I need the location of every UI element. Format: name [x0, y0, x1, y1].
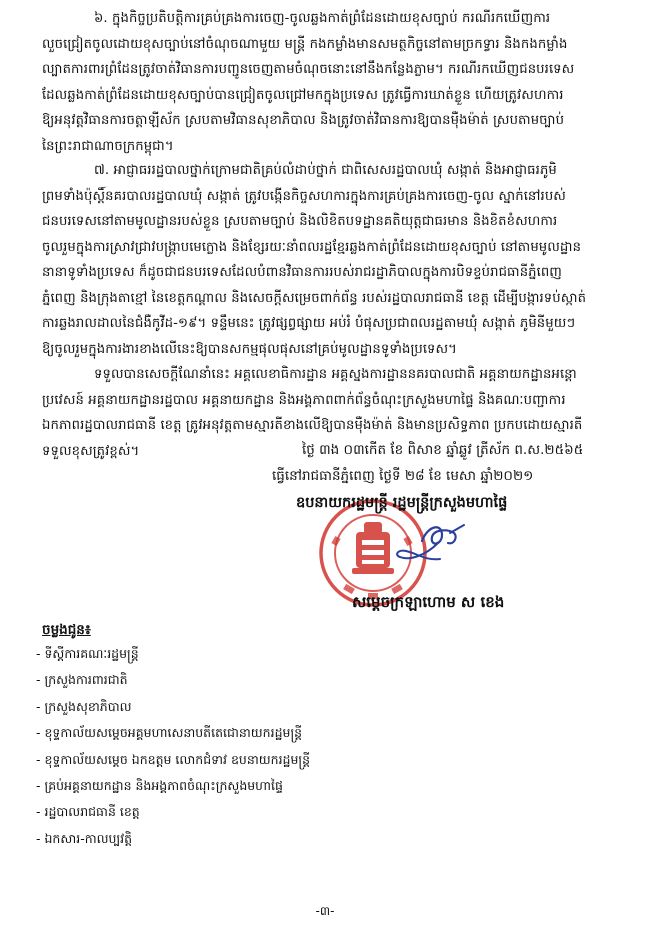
paragraph-line: លួចជ្រៀតចូលដោយខុសច្បាប់នៅចំណុចណាមួយ មន្ត្រី កងកម្លាំងមានសមត្ថកិច្ចនៅតាមច្រកទ្វារ និងកងកម្លាំង [42, 36, 568, 52]
paragraph-line: ឱ្យចូលរួមក្នុងការងារខាងលើនេះឱ្យបានសកម្មផុលផុសនៅគ្រប់មូលដ្ឋានទូទាំងប្រទេស។ [42, 341, 457, 357]
page-number: -៣- [315, 904, 335, 918]
handwritten-signature [330, 511, 480, 571]
cc-list [36, 641, 310, 852]
list-item: - ក្រសួងសុខាភិបាល [36, 694, 310, 720]
paragraph-line: នៃព្រះរាជាណាចក្រកម្ពុជា។ [42, 138, 174, 154]
paragraph-line: ៦. ក្នុងកិច្ចប្រតិបត្តិការគ្រប់គ្រងការចេញ-ចូលឆ្លងកាត់ព្រំដែនដោយខុសច្បាប់ ករណីរកឃើញការ [94, 11, 551, 26]
paragraph-line: ព្រមទាំងប៉ុស្តិ៍នគរបាលរដ្ឋបាលឃុំ សង្កាត់ ត្រូវបង្កើនកិច្ចសហការក្នុងការគ្រប់គ្រងការចេញ-ចូល ស្នាក់នៅរបស់ [42, 188, 566, 204]
paragraph-6 [42, 6, 614, 159]
paragraph-line: ចូលរួមក្នុងការស្រាវជ្រាវបង្ក្រាបមេក្លោង និងខ្សែរយៈនាំពលរដ្ឋខ្មែរឆ្លងកាត់ព្រំដែនដោយខុសច្បាប់ នៅតាមមូលដ្ឋាន [42, 239, 582, 255]
cc-title: ចម្លងជូន៖ [42, 622, 91, 638]
paragraph-7 [42, 158, 614, 362]
paragraph-line: នានាទូទាំងប្រទេស ក៏ដូចជាជនបរទេសដែលបំពានវិធានការរបស់រាជរដ្ឋាភិបាលក្នុងការបិទខ្ទប់រាជធានីភ្នំពេញ [42, 265, 562, 280]
paragraph-line: ទទួលខុសត្រូវខ្ពស់។ [42, 443, 140, 459]
list-item: - ទីស្តីការគណៈរដ្ឋមន្ត្រី [36, 641, 310, 667]
list-item: - ខុទ្ទកាល័យសម្តេចអគ្គមហាសេនាបតីតេជោនាយករដ្ឋមន្ត្រី [36, 720, 310, 746]
paragraph-line: ឯកភាពរដ្ឋបាលរាជធានី ខេត្ត ត្រូវអនុវត្តតាមស្មារតីខាងលើឱ្យបានម៉ឺងម៉ាត់ និងមានប្រសិទ្ធភាព ប្រកបដោយស្មារតី [42, 418, 583, 433]
list-item: - ឯកសារ-កាលប្បវត្តិ [36, 826, 310, 852]
paragraph-line: ឱ្យអនុវត្តវិធានការចត្តាឡីស័ក ស្របតាមវិធានសុខាភិបាល និងត្រូវចាត់វិធានការឱ្យបានម៉ឺងម៉ាត់ ស្របតាមច្បាប់ [42, 113, 565, 128]
signer-name: សម្តេចក្រឡាហោម ស ខេង [352, 593, 505, 611]
paragraph-line: ការឆ្លងរាលដាលនៃជំងឺកូវីដ-១៩។ ទន្ទឹមនេះ ត្រូវផ្សព្វផ្សាយ អប់រំ បំផុសប្រជាពលរដ្ឋតាមឃុំ សង្កាត់ ភូមិនីមួយៗ [42, 316, 576, 331]
lunar-date: ថ្ងៃ ៣ង ០៣កើត ខែ ពិសាខ ឆ្នាំឆ្លូវ ត្រីស័ក ព.ស.២៥៦៥ [302, 442, 584, 458]
paragraph-line: ប្រវេសន៍ អគ្គនាយកដ្ឋានរដ្ឋបាល អគ្គនាយកដ្ឋាន និងអង្គភាពពាក់ព័ន្ធចំណុះក្រសួងមហាផ្ទៃ និងគណៈបញ្ជាការ [42, 392, 566, 408]
list-item: - រដ្ឋបាលរាជធានី ខេត្ត [36, 799, 310, 825]
date-line: ធ្វើនៅរាជធានីភ្នំពេញ ថ្ងៃទី ២៨ ខែ មេសា ឆ្នាំ២០២១ [272, 468, 534, 484]
paragraph-line: ល្បាតការពារព្រំដែនត្រូវចាត់វិធានការបញ្ជូនចេញតាមចំណុចនោះនៅនឹងកន្លែងភ្លាម។ ករណីរកឃើញជនបរទេស [42, 62, 575, 77]
paragraph-line: ៧. អាជ្ញាធររដ្ឋបាលថ្នាក់ក្រោមជាតិគ្រប់លំដាប់ថ្នាក់ ជាពិសេសរដ្ឋបាលឃុំ សង្កាត់ និងអាជ្ញាធរភូមិ [94, 163, 557, 178]
paragraph-line: ភ្នំពេញ និងក្រុងតាខ្មៅ នៃខេត្តកណ្តាល និងសេចក្តីសម្រេចពាក់ព័ន្ធ របស់រដ្ឋបាលរាជធានី ខេត្ត ដើម្បីបង្ការទប់ស្កាត់ [42, 290, 587, 306]
list-item: - ក្រសួងការពារជាតិ [36, 667, 310, 693]
paragraph-line: ជនបរទេសនៅតាមមូលដ្ឋានរបស់ខ្លួន ស្របតាមច្បាប់ និងលិខិតបទដ្ឋានគតិយុត្តជាធរមាន និងខិតខំសហការ [42, 214, 558, 229]
paragraph-line: ដែលឆ្លងកាត់ព្រំដែនដោយខុសច្បាប់បានជ្រៀតចូលជ្រៅមកក្នុងប្រទេស ត្រូវធ្វើការឃាត់ខ្លួន ហើយត្រូវសហការ [42, 87, 564, 103]
list-item: - ខុទ្ទកាល័យសម្តេច ឯកឧត្តម លោកជំទាវ ឧបនាយករដ្ឋមន្ត្រី [36, 747, 310, 773]
list-item: - គ្រប់អគ្គនាយកដ្ឋាន និងអង្គភាពចំណុះក្រសួងមហាផ្ទៃ [36, 773, 310, 799]
paragraph-line: ទទួលបានសេចក្តីណែនាំនេះ អគ្គលេខាធិការដ្ឋាន អគ្គស្នងការដ្ឋាននគរបាលជាតិ អគ្គនាយកដ្ឋានអន្តោ [94, 367, 577, 382]
signatory-title: ឧបនាយករដ្ឋមន្ត្រី រដ្ឋមន្ត្រីក្រសួងមហាផ្ទៃ [296, 495, 508, 511]
